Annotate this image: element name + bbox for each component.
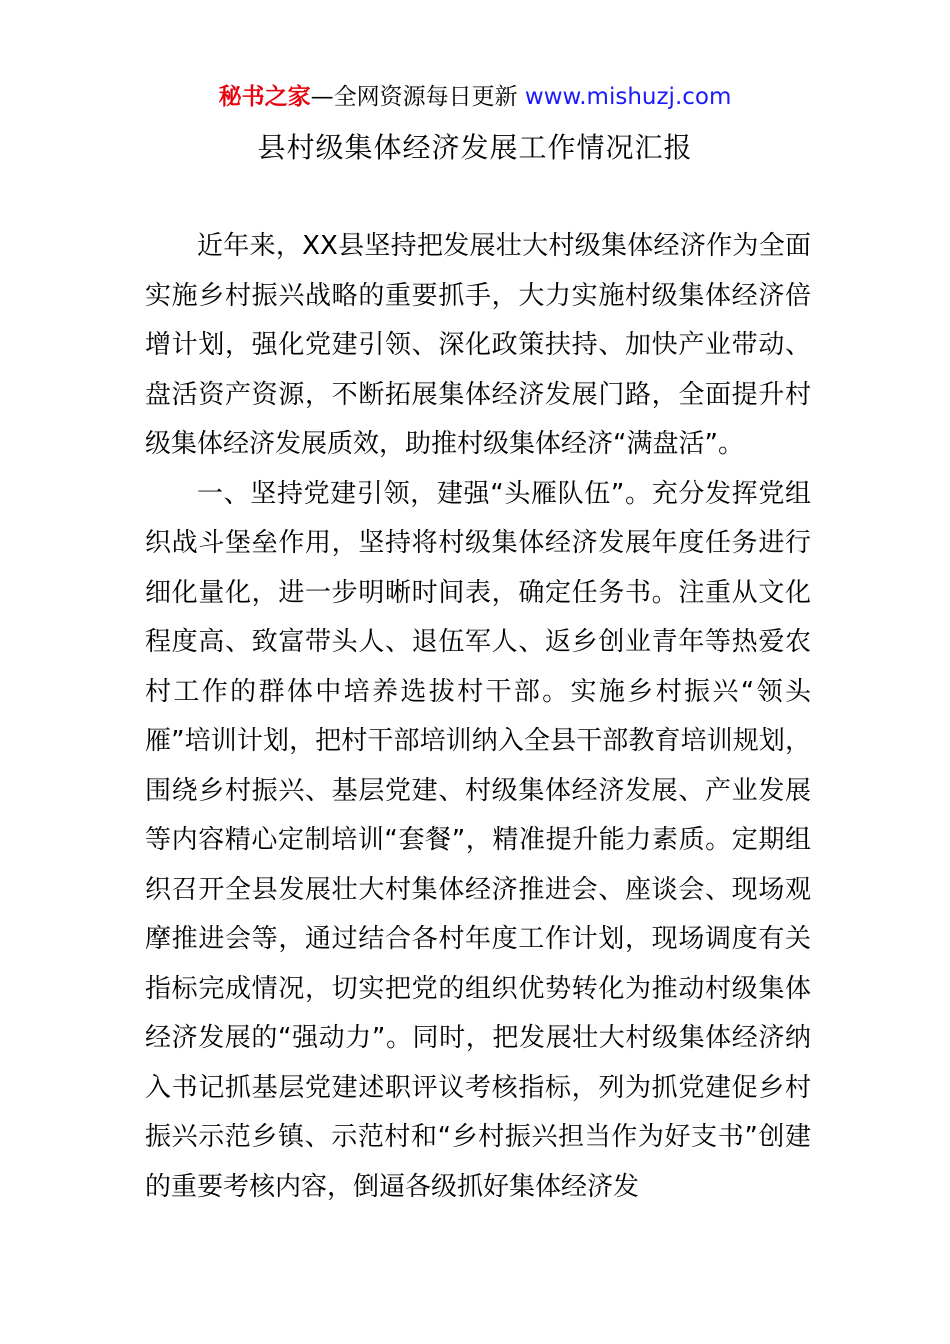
paragraph-intro: 近年来，XX县坚持把发展壮大村级集体经济作为全面实施乡村振兴战略的重要抓手，大力实施村级集体经济倍增计划，强化党建引领、深化政策扶持、加快产业带动、盘活资产资源，不断拓展集体经济发展门路，全面提升村级集体经济发展质效，助推村级集体经济“满盘活”。 (145, 231, 811, 459)
site-url-link[interactable]: www.mishuzj.com (524, 84, 732, 110)
document-body (145, 222, 811, 1212)
page-header (0, 80, 950, 114)
document-title: 县村级集体经济发展工作情况汇报 (257, 131, 693, 164)
paragraph-section-one: 一、坚持党建引领，建强“头雁队伍”。充分发挥党组织战斗堡垒作用，坚持将村级集体经济发展年度任务进行细化量化，进一步明晰时间表，确定任务书。注重从文化程度高、致富带头人、退伍军人、返乡创业青年等热爱农村工作的群体中培养选拔村干部。实施乡村振兴“领头雁”培训计划，把村干部培训纳入全县干部教育培训规划，围绕乡村振兴、基层党建、村级集体经济发展、产业发展等内容精心定制培训“套餐”，精准提升能力素质。定期组织召开全县发展壮大村集体经济推进会、座谈会、现场观摩推进会等，通过结合各村年度工作计划，现场调度有关指标完成情况，切实把党的组织优势转化为推动村级集体经济发展的“强动力”。同时，把发展壮大村级集体经济纳入书记抓基层党建述职评议考核指标，列为抓党建促乡村振兴示范乡镇、示范村和“乡村振兴担当作为好支书”创建的重要考核内容，倒逼各级抓好集体经济发 (145, 478, 811, 1202)
header-slogan: —全网资源每日更新 (310, 84, 518, 110)
brand-name: 秘书之家 (218, 84, 311, 110)
